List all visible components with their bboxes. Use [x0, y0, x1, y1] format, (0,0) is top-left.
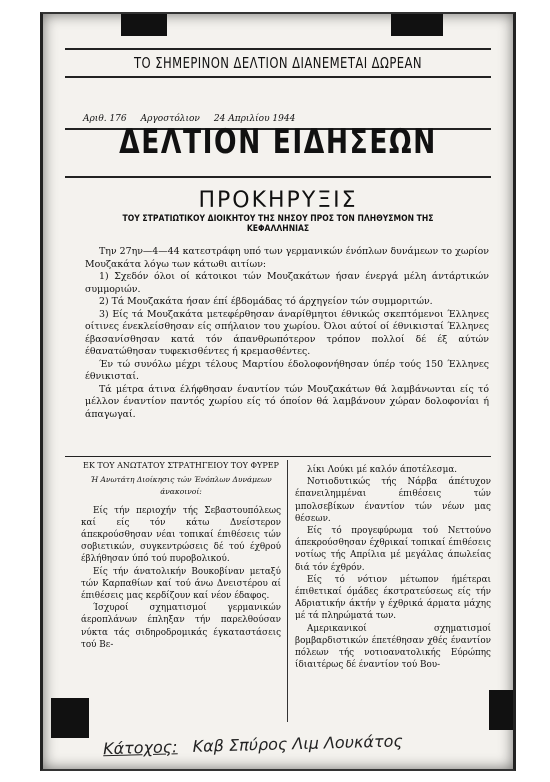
top-rule: [65, 48, 491, 50]
owner-label: Κάτοχος:: [102, 737, 178, 759]
proclamation-body: [85, 246, 489, 421]
title-rule: [65, 176, 491, 178]
proclamation-paragraph: Έν τώ συνόλω μέχρι τέλους Μαρτίου έδολοφονήθησαν ύπέρ τούς 150 Έλληνες έθνικισταί.: [85, 358, 489, 382]
right-column-paragraph: Είς τό προγεφύρωμα τού Νεττούνο άπεκρούσθησαν έχθρικαί τοπικαί έπιθέσεις νοτίως τής Απρίλια μέ μεγάλας άπωλείας διά τόν έχθρόν.: [295, 526, 491, 573]
proclamation-paragraph: 1) Σχεδόν όλοι οί κάτοικοι τών Μουζακάτων ήσαν ένεργά μέλη άντάρτικών συμμοριών.: [85, 271, 489, 295]
right-column-paragraph: Είς τό νότιον μέτωπον ήμέτεραι έπιθετικαί όμάδες έκστρατεύσεως είς τήν Αδριατικήν άκτήν γ έχθρικά άρματα μάχης μέ τά πληρώματά των.: [295, 574, 491, 622]
column-divider: [287, 460, 288, 722]
banner-rule: [65, 76, 491, 78]
proclamation-heading: ΠΡΟΚΗΡΥΞΙΣ: [198, 188, 358, 213]
left-column-subheading: Ή Ανωτάτη Διοίκησις τών Ένόπλων Δυνάμεων άνακοινοί:: [90, 475, 272, 497]
tape-bottom-left: [51, 698, 89, 738]
left-column-heading: ΕΚ ΤΟΥ ΑΝΩΤΑΤΟΥ ΣΤΡΑΤΗΓΕΙΟΥ ΤΟΥ ΦΥΡΕΡ: [83, 461, 279, 470]
proclamation-paragraph: Τά μέτρα άτινα έλήφθησαν έναντίον τών Μουζακάτων θά λαμβάνωνται είς τό μέλλον έναντίον παντός χωρίου είς τό όποίον θά λαμβάνουν χώραν δολοφονίαι ή άπαγωγαί.: [85, 383, 489, 420]
tape-bottom-right: [489, 690, 516, 730]
distribution-notice: ΤΟ ΣΗΜΕΡΙΝΟΝ ΔΕΛΤΙΟΝ ΔΙΑΝΕΜΕΤΑΙ ΔΩΡΕΑΝ: [134, 54, 422, 72]
proclamation-paragraph: 3) Είς τά Μουζακάτα μετεφέρθησαν άναρίθμητοι έθνικώς σκεπτόμενοι Έλληνες οίτινες ένεκλείσθησαν είς σπήλαιον του χωρίου. Όλοι αύτοί οί έθνικισταί Έλληνες έβασανίσθησαν κατά τόν άπανθρωπότερον τρόπον πολλοί δέ έξ αύτών έθανατώθησαν τυφεκισθέντες ή κρεμασθέντες.: [85, 308, 489, 357]
right-column: [295, 464, 491, 671]
paper-title: ΔΕΛΤΙΟΝ ΕΙΔΗΣΕΩΝ: [119, 122, 437, 162]
proclamation-paragraph: 2) Τά Μουζακάτα ήσαν έπί έβδομάδας τό άρχηγείον τών συμμοριτών.: [99, 296, 433, 307]
tape-top-right: [391, 12, 443, 36]
columns-rule: [65, 456, 491, 457]
issue-date: 24 Απριλίου 1944: [213, 114, 296, 124]
right-column-paragraph: Αμερικανικοί σχηματισμοί βομβαρδιστικών έπετέθησαν χθές έναντίον πόλεων τής νοτιοανατολικής Εύρώπης ίδιαιτέρως δέ έναντίον τού Βου-: [295, 623, 491, 671]
right-column-paragraph: λίκι Λούκι μέ καλόν άποτέλεσμα.: [307, 465, 458, 475]
issue-location: Αργοστόλιον: [140, 114, 200, 124]
left-column-paragraph: Είς τήν άνατολικήν Βουκοβίναν μεταξύ τών Καρπαθίων καί τού άνω Δνειστέρου αί έπιθέσεις μας κερδίζουν καί νέον έδαφος.: [81, 566, 281, 602]
tape-top-left: [121, 12, 167, 36]
left-column: [81, 460, 281, 651]
left-column-paragraph: Ίσχυροί σχηματισμοί γερμανικών άεροπλάνων έπληξαν τήν παρελθούσαν νύκτα τάς σιδηροδρομικάς έγκαταστάσεις τού Βε-: [81, 603, 281, 650]
left-column-paragraph: Είς τήν περιοχήν τής Σεβαστουπόλεως καί είς τόν κάτω Δνείστερον άπεκρούσθησαν νέαι τοπικαί έπιθέσεις τών σοβιετικών, συγκεντρώσεις δέ τού έχθρού έβλήθησαν ύπό τού πυροβολικού.: [81, 505, 281, 565]
newspaper-sheet: [40, 12, 516, 771]
issue-number: Αριθ. 176: [83, 114, 127, 124]
owner-name: Καβ Σπύρος Λιμ Λουκάτος: [192, 731, 403, 756]
proclamation-subheading: ΤΟΥ ΣΤΡΑΤΙΩΤΙΚΟΥ ΔΙΟΙΚΗΤΟΥ ΤΗΣ ΝΗΣΟΥ ΠΡΟΣ ΤΟΝ ΠΛΗΘΥΣΜΟΝ ΤΗΣ ΚΕΦΑΛΛΗΝΙΑΣ: [122, 214, 434, 234]
proclamation-paragraph: Την 27ην—4—44 κατεστράφη υπό των γερμανικών ένόπλων δυνάμεων το χωρίον Μουζακάτα λόγω των κάτωθι αιτίων:: [85, 246, 489, 270]
right-column-paragraph: Νοτιοδυτικώς τής Νάρβα άπέτυχον έπανειλημμέναι έπιθέσεις τών μπολσεβίκων έναντίον τών νέων μας θέσεων.: [295, 477, 491, 524]
owner-signature: [103, 729, 503, 758]
